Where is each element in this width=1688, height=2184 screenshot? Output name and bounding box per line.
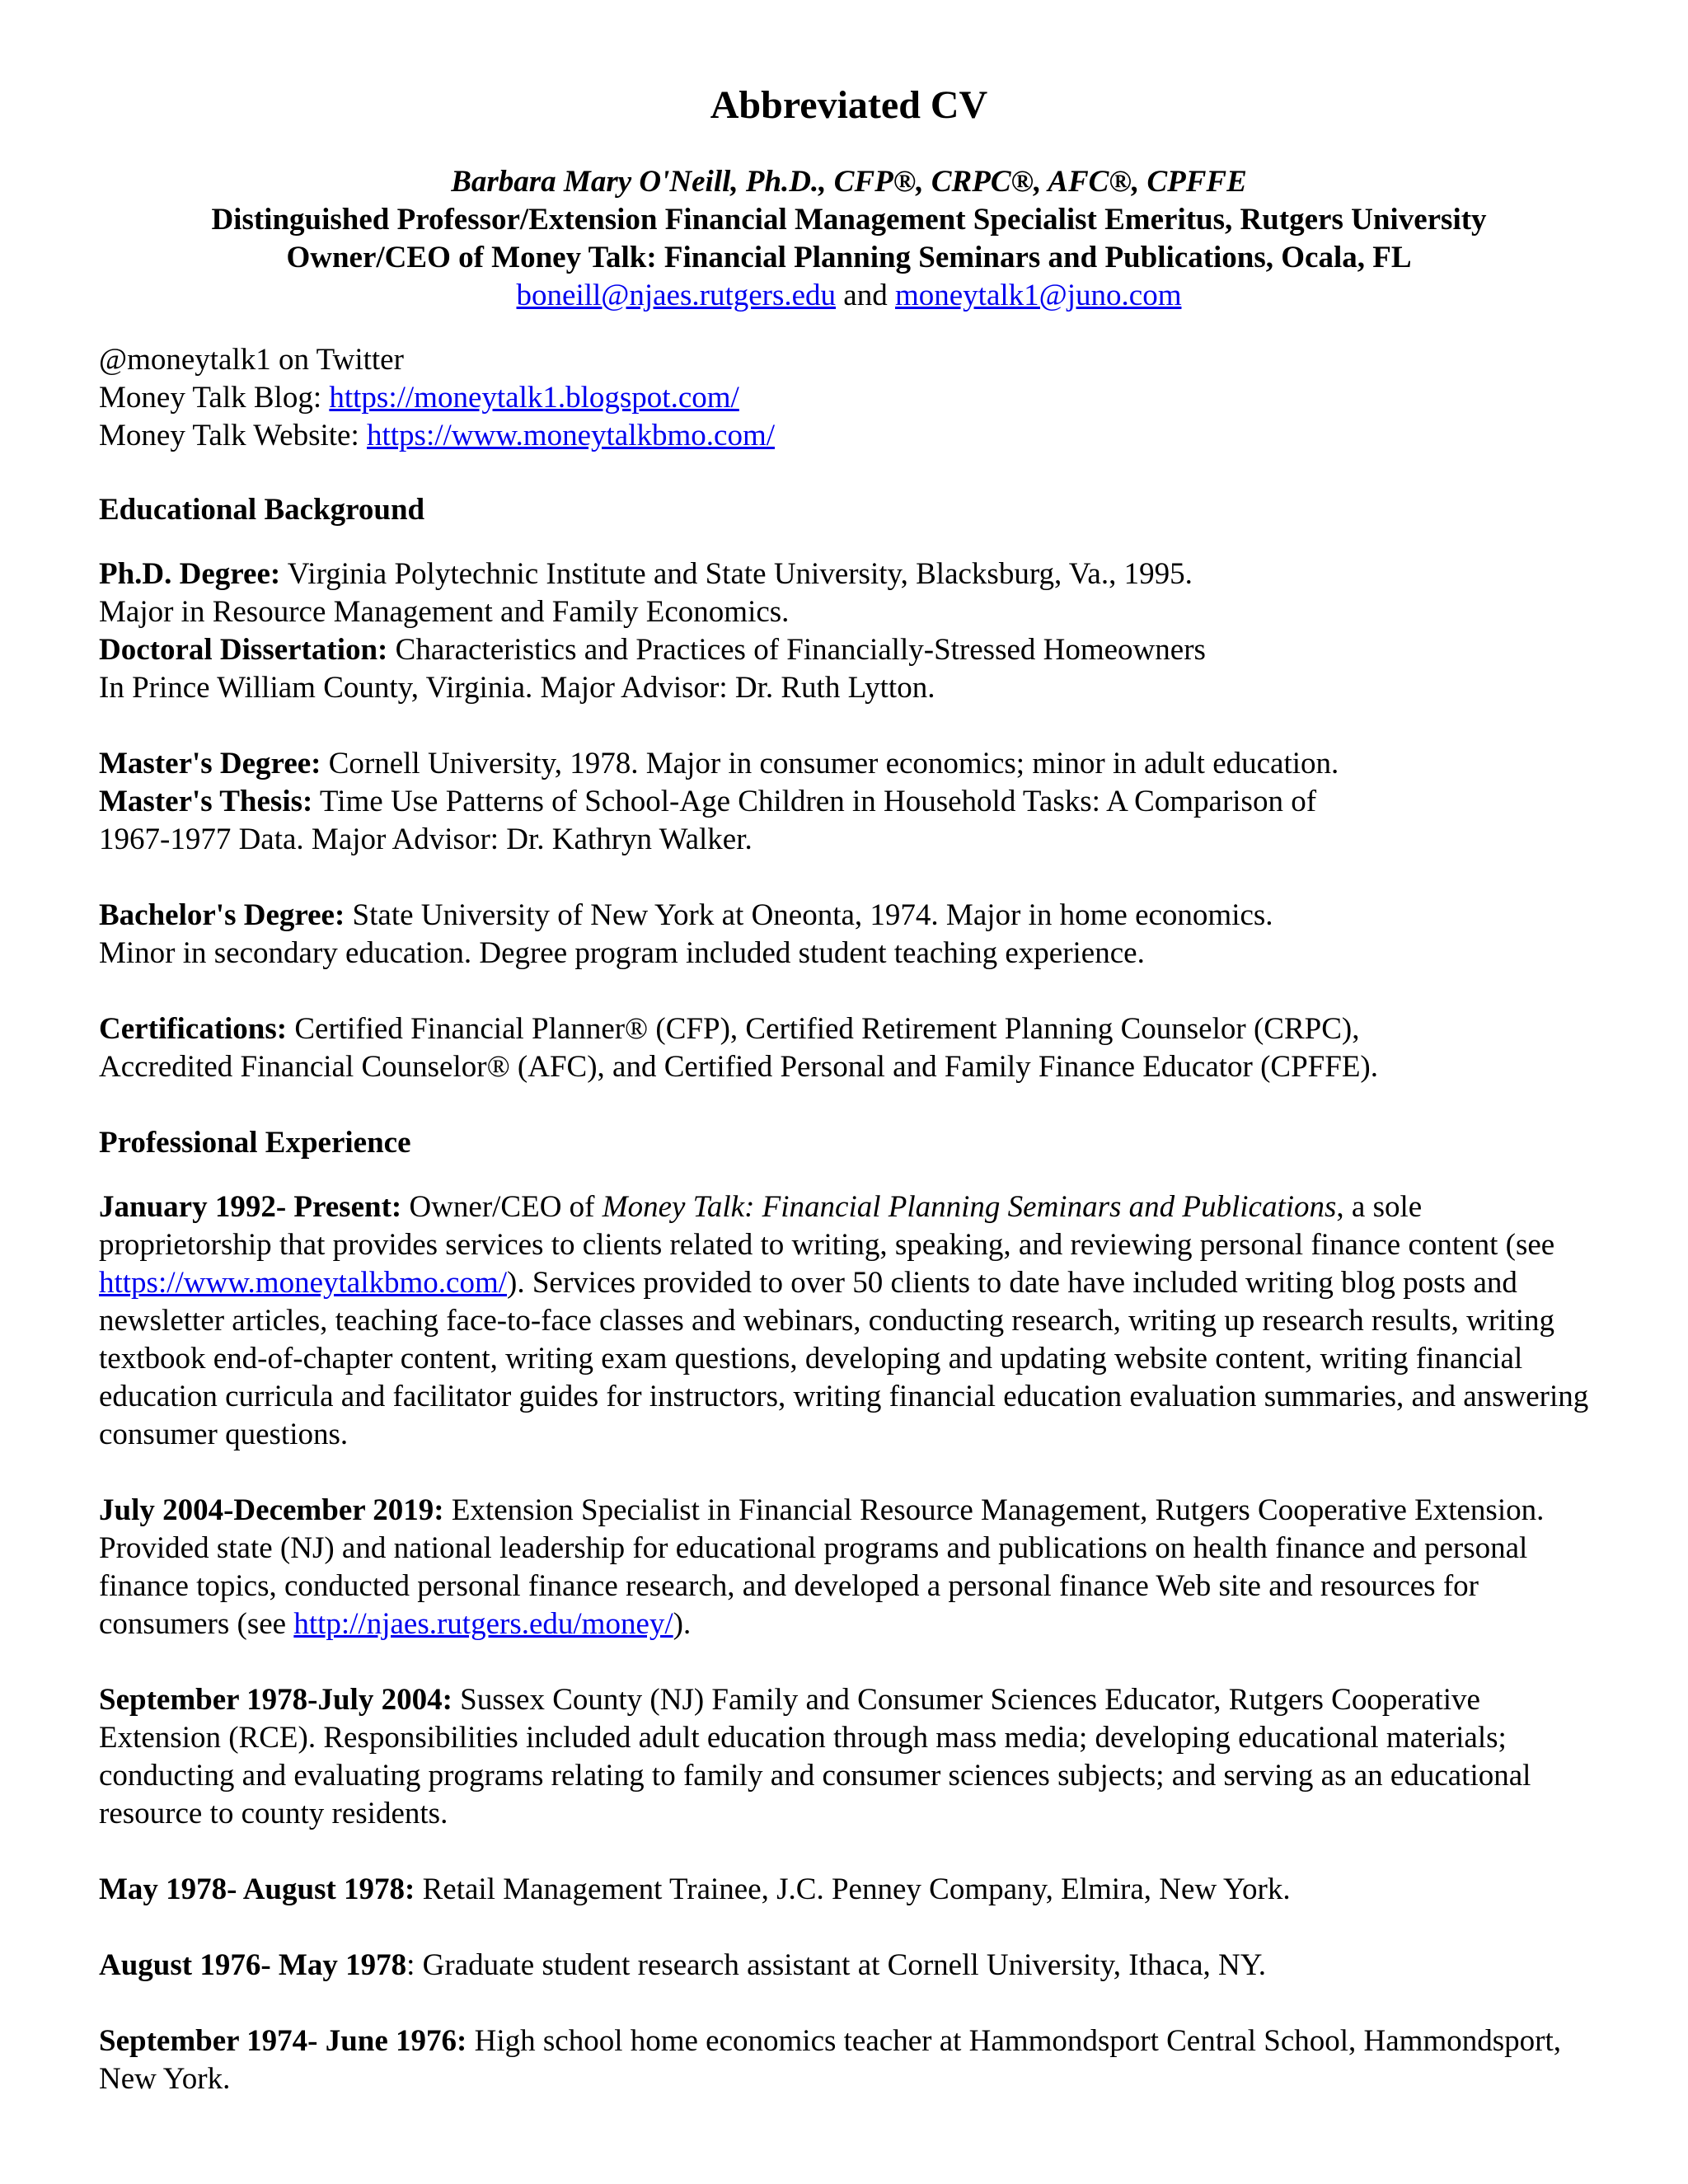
job1-post: ). Services provided to over 50 clients to date have included writing blog posts and newsletter articles, teaching face-to-face classes and webinars, conducting research, writing up research results, writing textbook end-of-chapter content, writing exam questions, developing and updating website content, writing financial education curricula and facilitator guides for instructors, writing financial education evaluation summaries, and answering consumer questions. (99, 1266, 1589, 1451)
job2-date: July 2004-December 2019: (99, 1493, 444, 1527)
masters-label: Master's Degree: (99, 747, 321, 780)
job1-company: Money Talk: Financial Planning Seminars and Publications (602, 1190, 1337, 1224)
dissertation-line (99, 631, 1599, 669)
job2-post: ). (673, 1607, 692, 1641)
bachelors-line (99, 897, 1599, 935)
job3-text: Sussex County (NJ) Family and Consumer Sciences Educator, Rutgers Cooperative Extension (RCE). Responsibilities included adult education through mass media; developing educational materials; conducting and evaluating programs relating to family and consumer sciences subjects; and serving as an educational resource to county residents. (99, 1683, 1531, 1830)
dissertation-text: Characteristics and Practices of Financially-Stressed Homeowners (387, 633, 1206, 667)
thesis-label: Master's Thesis: (99, 785, 313, 818)
phd-text: Virginia Polytechnic Institute and State University, Blacksburg, Va., 1995. (280, 557, 1193, 591)
experience-heading: Professional Experience (99, 1126, 411, 1160)
blog-line (99, 379, 1599, 417)
job4-text: Retail Management Trainee, J.C. Penney Company, Elmira, New York. (415, 1872, 1291, 1906)
phd-major: Major in Resource Management and Family Economics. (99, 595, 790, 629)
website-link[interactable]: https://www.moneytalkbmo.com/ (367, 419, 776, 452)
job1-date: January 1992- Present: (99, 1190, 402, 1224)
masters-entry (99, 745, 1599, 859)
phd-label: Ph.D. Degree: (99, 557, 281, 591)
author-role-secondary: Owner/CEO of Money Talk: Financial Planning Seminars and Publications, Ocala, FL (286, 241, 1412, 274)
bachelors-line-2: Minor in secondary education. Degree program included student teaching experience. (99, 936, 1145, 970)
job2-text: Extension Specialist in Financial Resource Management, Rutgers Cooperative Extension. Provided state (NJ) and national leadership for educational programs and publications on health finance and personal finance topics, conducted personal finance research, and developed a personal finance Web site and resources for consumers (see (99, 1493, 1545, 1641)
page-title: Abbreviated CV (710, 83, 988, 127)
job3-date: September 1978-July 2004: (99, 1683, 452, 1717)
job5-text: : Graduate student research assistant at Cornell University, Ithaca, NY. (406, 1948, 1266, 1982)
phd-entry (99, 555, 1599, 707)
job-entry-rutgers-specialist (99, 1492, 1599, 1643)
thesis-line-2: 1967-1977 Data. Major Advisor: Dr. Kathryn Walker. (99, 823, 753, 856)
job-entry-sussex-county (99, 1681, 1599, 1833)
job5-date: August 1976- May 1978 (99, 1948, 407, 1982)
job2-link[interactable]: http://njaes.rutgers.edu/money/ (293, 1607, 673, 1641)
job1-pre: Owner/CEO of (401, 1190, 603, 1224)
email-link-juno[interactable]: moneytalk1@juno.com (894, 279, 1182, 312)
cert-line-2: Accredited Financial Counselor® (AFC), and Certified Personal and Family Finance Educator (CPFFE). (99, 1050, 1378, 1084)
job-entry-cornell-ra (99, 1947, 1599, 1985)
twitter-handle: @moneytalk1 on Twitter (99, 343, 404, 377)
masters-text: Cornell University, 1978. Major in consumer economics; minor in adult education. (321, 747, 1339, 780)
job1-text: , a sole proprietorship that provides services to clients related to writing, speaking, and reviewing personal finance content (see (99, 1190, 1555, 1262)
dissertation-label: Doctoral Dissertation: (99, 633, 388, 667)
cert-text: Certified Financial Planner® (CFP), Certified Retirement Planning Counselor (CRPC), (287, 1012, 1360, 1046)
author-name: Barbara Mary O'Neill, Ph.D., CFP®, CRPC®, AFC®, CPFFE (451, 165, 1247, 199)
job6-text: High school home economics teacher at Hammondsport Central School, Hammondsport, New York. (99, 2024, 1561, 2096)
cert-line (99, 1010, 1599, 1048)
email-line (99, 277, 1599, 315)
website-line (99, 417, 1599, 455)
blog-label: Money Talk Blog: (99, 381, 330, 415)
phd-line (99, 555, 1599, 593)
blog-link[interactable]: https://moneytalk1.blogspot.com/ (329, 381, 739, 415)
job-entry-jc-penney (99, 1871, 1599, 1909)
job6-date: September 1974- June 1976: (99, 2024, 467, 2058)
thesis-text: Time Use Patterns of School-Age Children in Household Tasks: A Comparison of (312, 785, 1317, 818)
masters-line (99, 745, 1599, 783)
job-entry-money-talk (99, 1188, 1599, 1454)
bachelors-text: State University of New York at Oneonta, 1974. Major in home economics. (345, 898, 1273, 932)
cv-header (99, 163, 1599, 315)
email-link-rutgers[interactable]: boneill@njaes.rutgers.edu (516, 279, 837, 312)
job1-link[interactable]: https://www.moneytalkbmo.com/ (99, 1266, 508, 1300)
certifications-entry (99, 1010, 1599, 1086)
cert-label: Certifications: (99, 1012, 288, 1046)
contact-block (99, 341, 1599, 455)
email-joiner: and (836, 279, 895, 312)
bachelors-entry (99, 897, 1599, 972)
job-entry-hammondsport (99, 2022, 1599, 2098)
job4-date: May 1978- August 1978: (99, 1872, 415, 1906)
thesis-line (99, 783, 1599, 821)
bachelors-label: Bachelor's Degree: (99, 898, 345, 932)
author-role-primary: Distinguished Professor/Extension Financial Management Specialist Emeritus, Rutgers University (211, 203, 1487, 237)
education-heading: Educational Background (99, 493, 425, 527)
website-label: Money Talk Website: (99, 419, 367, 452)
dissertation-line-2: In Prince William County, Virginia. Major Advisor: Dr. Ruth Lytton. (99, 671, 935, 705)
